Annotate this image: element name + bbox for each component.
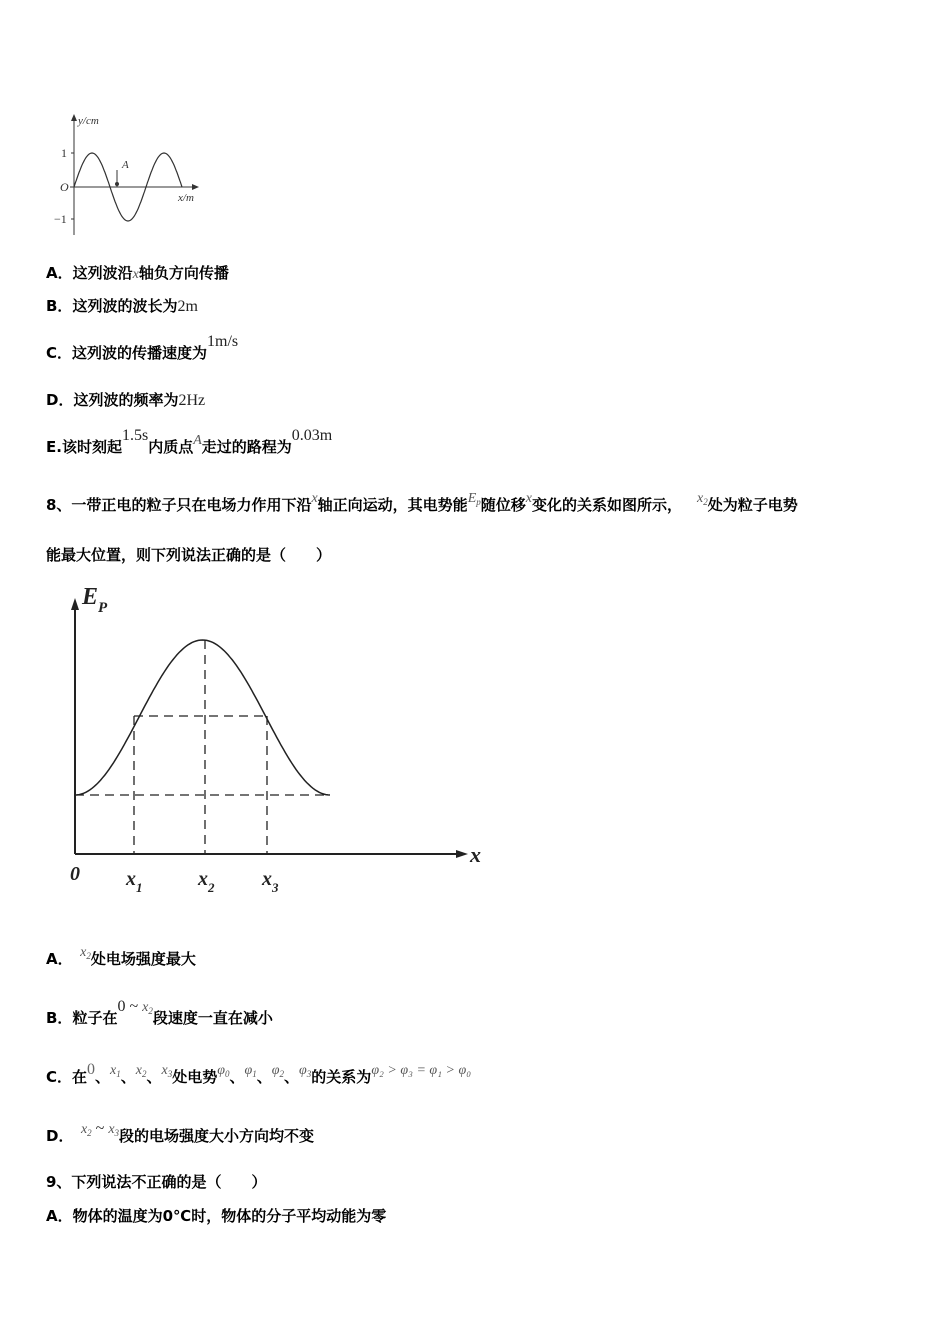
origin-label: O xyxy=(60,180,69,194)
q9-option-a: A．物体的温度为0℃时，物体的分子平均动能为零 xyxy=(46,1207,387,1225)
x-axis-label: x/m xyxy=(178,192,194,204)
q8-option-c: C．在0、$x_1$、$x_2$、$x_3$处电势$\varphi_0$、$\varphi_1$、$\varphi_2$、$\varphi_3$的关系为φ₂ > φ₃ = φ₁ > φ₀ xyxy=(46,1061,472,1086)
tick-x1: $x_1$ xyxy=(126,868,143,895)
wave-graph xyxy=(40,110,220,240)
origin-label: 0 xyxy=(70,863,80,885)
q7-option-e: E.该时刻起1.5s内质点A走过的路程为0.03m xyxy=(46,427,333,456)
ep-curve xyxy=(75,640,330,795)
x-axis-label: x xyxy=(470,842,481,867)
ep-axis-label: $E_P$ xyxy=(82,584,108,616)
point-a-label: A xyxy=(122,159,129,171)
q8-stem-line1: 8、一带正电的粒子只在电场力作用下沿x轴正向运动，其电势能$E_p$随位移x变化的关系如图所示， $x_2$处为粒子电势 xyxy=(46,491,798,514)
q8-stem-line2: 能最大位置，则下列说法正确的是（ ） xyxy=(46,546,332,564)
q8-option-a: A． $x_2$处电场强度最大 xyxy=(46,945,196,968)
tick-x3: $x_3$ xyxy=(262,868,279,895)
ep-x-graph xyxy=(60,582,500,902)
tick-x2: $x_2$ xyxy=(198,868,215,895)
q7-option-c: C．这列波的传播速度为1m/s xyxy=(46,333,239,362)
q8-option-d: D． $x_2$ ~ $x_3$段的电场强度大小方向均不变 xyxy=(46,1120,315,1145)
q7-option-d: D．这列波的频率为2Hz xyxy=(46,391,206,409)
q7-option-a: A．这列波沿x轴负方向传播 xyxy=(46,264,229,282)
y-axis-label: y/cm xyxy=(78,115,99,127)
q8-option-b: B．粒子在0 ~ $x_2$段速度一直在减小 xyxy=(46,998,273,1027)
tick-label-neg: −1 xyxy=(54,212,67,226)
q7-option-b: B．这列波的波长为2m xyxy=(46,297,198,315)
tick-label-pos: 1 xyxy=(61,146,67,160)
q9-stem: 9、下列说法不正确的是（ ） xyxy=(46,1173,267,1191)
